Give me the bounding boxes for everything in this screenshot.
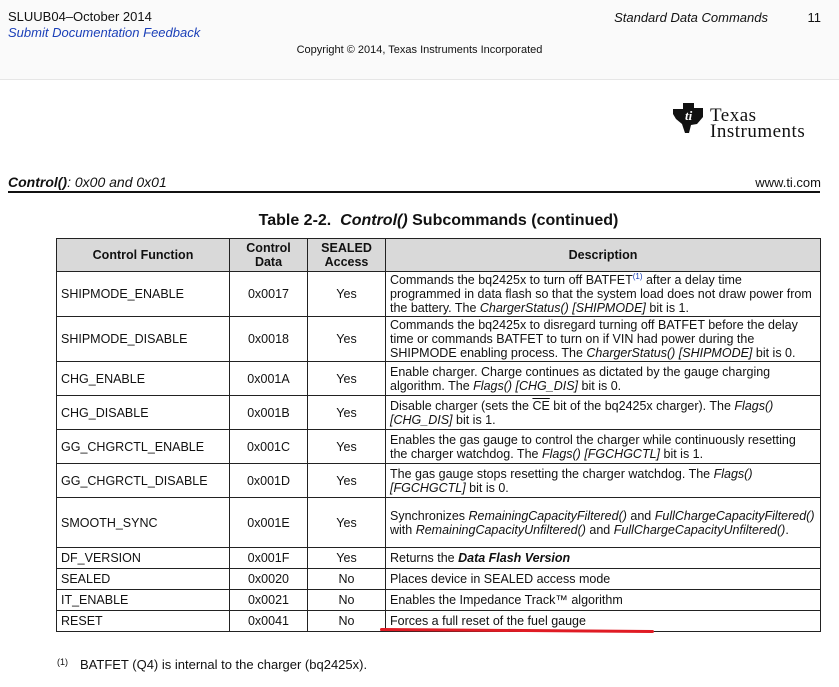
header-control-data: Control Data xyxy=(230,239,308,272)
footnote-mark: (1) xyxy=(57,657,68,667)
desc-text: bit of the bq2425x charger). The xyxy=(549,398,735,413)
desc-text: Synchronizes xyxy=(390,508,469,523)
cell-description xyxy=(386,317,821,362)
desc-text: after a delay time programmed in data flash so that the system load does not draw power from the battery. The xyxy=(390,273,812,315)
cell-function: RESET xyxy=(57,611,230,632)
desc-ce-signal: $\overline{CE}$ xyxy=(532,398,550,413)
cell-description xyxy=(386,464,821,498)
running-head-command: Control() xyxy=(8,174,68,190)
table-row xyxy=(57,317,821,362)
desc-register-ref: FullChargeCapacityFiltered() xyxy=(654,508,815,523)
cell-function: SHIPMODE_ENABLE xyxy=(57,272,230,317)
cell-data: 0x001D xyxy=(230,464,308,498)
cell-function: SMOOTH_SYNC xyxy=(57,498,230,548)
cell-description xyxy=(386,430,821,464)
desc-data-flash-version: Data Flash Version xyxy=(458,551,571,565)
footnote-text: BATFET (Q4) is internal to the charger (bq2425x). xyxy=(80,657,368,672)
cell-data: 0x0020 xyxy=(230,569,308,590)
cell-description xyxy=(386,396,821,430)
cell-data: 0x001C xyxy=(230,430,308,464)
cell-sealed: Yes xyxy=(308,464,386,498)
cell-function: CHG_ENABLE xyxy=(57,362,230,396)
desc-text: bit is 1. xyxy=(452,412,496,427)
control-subcommands-table xyxy=(56,238,821,632)
desc-text: Enables the gas gauge to control the charger while continuously resetting the charger watchdog. The xyxy=(390,432,796,461)
cell-data: 0x001A xyxy=(230,362,308,396)
desc-text: Commands the bq2425x to disregard turning off BATFET before the delay time or commands BATFET to turn on if VIN had power during the SHIPMODE enabling process. The xyxy=(390,318,798,360)
cell-sealed: Yes xyxy=(308,548,386,569)
cell-description xyxy=(386,548,821,569)
document-id: SLUUB04–October 2014 xyxy=(8,9,152,24)
desc-register-ref: Flags() [FGCHGCTL] xyxy=(541,446,661,461)
desc-text: . xyxy=(785,522,789,537)
desc-text: bit is 1. xyxy=(645,301,689,315)
desc-text: Disable charger (sets the xyxy=(390,398,533,413)
cell-description xyxy=(386,362,821,396)
desc-text: bit is 1. xyxy=(660,446,704,461)
cell-function: GG_CHGRCTL_ENABLE xyxy=(57,430,230,464)
table-row xyxy=(57,362,821,396)
header-sealed-access: SEALED Access xyxy=(308,239,386,272)
red-underline-annotation xyxy=(380,628,654,633)
running-head-codes: : 0x00 and 0x01 xyxy=(67,174,167,190)
page-header xyxy=(0,0,839,80)
cell-data: 0x0021 xyxy=(230,590,308,611)
desc-text: and xyxy=(626,508,655,523)
cell-function: CHG_DISABLE xyxy=(57,396,230,430)
copyright-notice: Copyright © 2014, Texas Instruments Incorporated xyxy=(296,44,543,56)
cell-data: 0x001F xyxy=(230,548,308,569)
cell-data: 0x0017 xyxy=(230,272,308,317)
header-control-function: Control Function xyxy=(57,239,230,272)
table-row xyxy=(57,498,821,548)
ti-logo xyxy=(670,100,822,140)
running-head xyxy=(8,174,167,190)
desc-register-ref: Flags() [CHG_DIS] xyxy=(473,378,579,393)
desc-register-ref: ChargerStatus() [SHIPMODE] xyxy=(586,346,753,360)
svg-text:ti: ti xyxy=(685,108,693,123)
desc-register-ref: RemainingCapacityUnfiltered() xyxy=(415,522,586,537)
ti-logo-mark-icon xyxy=(670,100,706,136)
table-row xyxy=(57,464,821,498)
logo-text-line2 xyxy=(710,121,805,143)
desc-text: Enable charger. Charge continues as dictated by the gauge charging algorithm. The xyxy=(390,364,771,393)
logo-line1-text: Texas xyxy=(710,105,757,126)
header-description: Description xyxy=(386,239,821,272)
desc-register-ref: ChargerStatus() [SHIPMODE] xyxy=(479,301,646,315)
cell-sealed: Yes xyxy=(308,498,386,548)
desc-text: and xyxy=(585,522,614,537)
cell-data: 0x0018 xyxy=(230,317,308,362)
table-row xyxy=(57,396,821,430)
cell-sealed: No xyxy=(308,590,386,611)
table-row xyxy=(57,569,821,590)
submit-feedback-link[interactable]: Submit Documentation Feedback xyxy=(8,25,201,40)
cell-function: SEALED xyxy=(57,569,230,590)
cell-sealed: Yes xyxy=(308,430,386,464)
cell-data: 0x001B xyxy=(230,396,308,430)
cell-description: Places device in SEALED access mode xyxy=(386,569,821,590)
desc-text: bit is 0. xyxy=(752,346,796,360)
cell-sealed: Yes xyxy=(308,362,386,396)
cell-sealed: Yes xyxy=(308,272,386,317)
cell-sealed: Yes xyxy=(308,396,386,430)
website-url[interactable]: www.ti.com xyxy=(755,175,821,190)
cell-function: GG_CHGRCTL_DISABLE xyxy=(57,464,230,498)
page-number: 11 xyxy=(807,10,821,25)
cell-description xyxy=(386,272,821,317)
desc-text: Commands the bq2425x to turn off BATFET xyxy=(390,273,633,287)
cell-sealed: No xyxy=(308,611,386,632)
desc-register-ref: FullChargeCapacityUnfiltered() xyxy=(613,522,786,537)
cell-sealed: No xyxy=(308,569,386,590)
cell-function: DF_VERSION xyxy=(57,548,230,569)
caption-suffix: Subcommands (continued) xyxy=(412,212,619,229)
cell-sealed: Yes xyxy=(308,317,386,362)
cell-description xyxy=(386,498,821,548)
desc-register-ref: Flags() [CHG_DIS] xyxy=(390,398,774,427)
desc-text: bit is 0. xyxy=(578,378,622,393)
desc-text: bit is 0. xyxy=(465,480,509,495)
cell-data: 0x001E xyxy=(230,498,308,548)
table-row xyxy=(57,272,821,317)
caption-prefix: Table 2-2. xyxy=(258,212,332,229)
desc-register-ref: Flags() [FGCHGCTL] xyxy=(390,466,753,495)
cell-data: 0x0041 xyxy=(230,611,308,632)
footnote-ref-link[interactable]: (1) xyxy=(632,271,643,281)
cell-function: SHIPMODE_DISABLE xyxy=(57,317,230,362)
table-row xyxy=(57,590,821,611)
logo-line2-text: Instruments xyxy=(710,121,806,142)
table-caption xyxy=(0,212,839,230)
cell-description: Forces a full reset of the fuel gauge xyxy=(386,611,821,632)
table-row xyxy=(57,548,821,569)
caption-function: Control() xyxy=(340,212,408,229)
desc-register-ref: RemainingCapacityFiltered() xyxy=(468,508,627,523)
desc-text: Returns the xyxy=(390,551,459,565)
header-rule xyxy=(8,191,820,193)
table-row xyxy=(57,430,821,464)
cell-description: Enables the Impedance Track™ algorithm xyxy=(386,590,821,611)
desc-text: The gas gauge stops resetting the charger watchdog. The xyxy=(390,466,714,481)
desc-text: with xyxy=(390,522,416,537)
cell-function: IT_ENABLE xyxy=(57,590,230,611)
section-title: Standard Data Commands xyxy=(614,10,768,25)
table-header-row xyxy=(57,239,821,272)
